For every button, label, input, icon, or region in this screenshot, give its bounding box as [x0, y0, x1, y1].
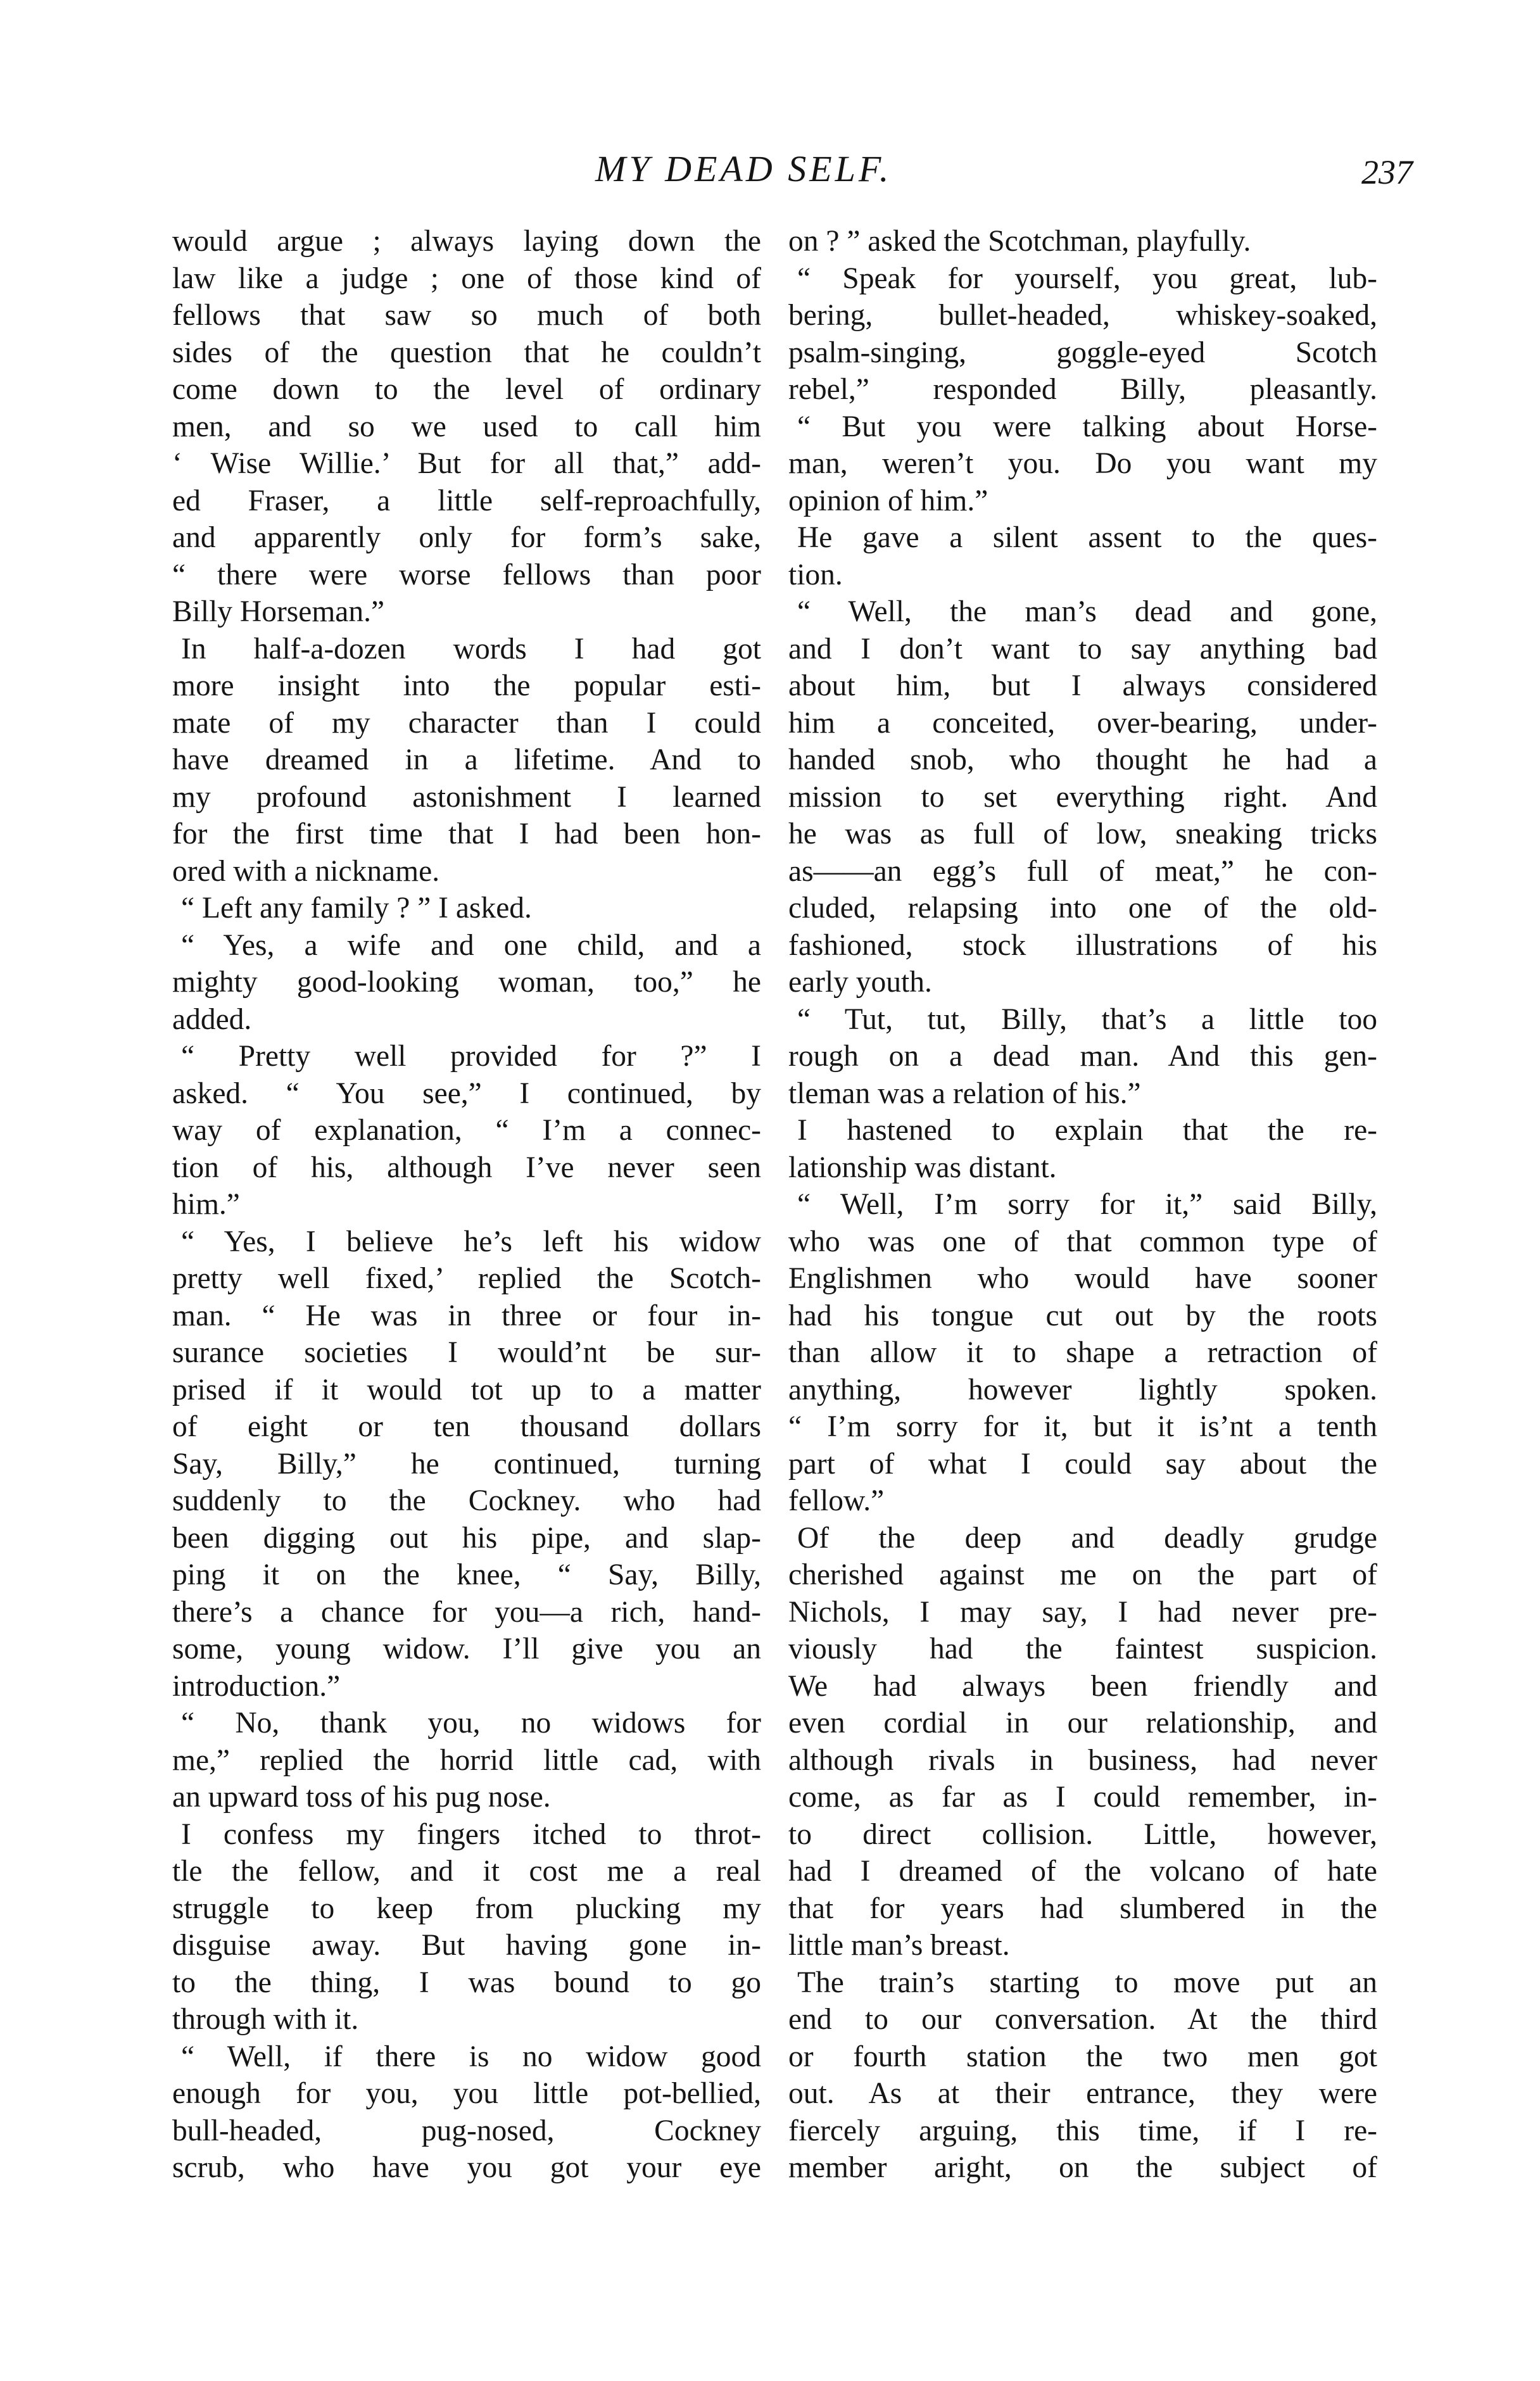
- text-line: would argue ; always laying down the: [172, 225, 761, 258]
- text-line: Of the deep and deadly grudge: [797, 1521, 1377, 1555]
- text-line: Billy Horseman.”: [172, 595, 385, 628]
- text-line: have dreamed in a lifetime. And to: [172, 743, 761, 776]
- text-line: end to our conversation. At the third: [788, 2003, 1377, 2036]
- text-line: Nichols, I may say, I had never pre-: [788, 1595, 1377, 1629]
- text-line: he was as full of low, sneaking tricks: [788, 818, 1377, 850]
- text-line: prised if it would tot up to a matter: [172, 1373, 761, 1406]
- text-line: and apparently only for form’s sake,: [172, 521, 761, 554]
- text-line: member aright, on the subject of: [788, 2151, 1377, 2184]
- text-line: him a conceited, over-bearing, under-: [788, 706, 1377, 740]
- text-line: bull-headed, pug-nosed, Cockney: [172, 2114, 761, 2147]
- text-line: “ Pretty well provided for ?” I: [181, 1040, 761, 1073]
- text-line: tion.: [788, 558, 843, 591]
- right-text-column: [788, 223, 1377, 2187]
- text-line: even cordial in our relationship, and: [788, 1707, 1377, 1740]
- text-line: viously had the faintest suspicion.: [788, 1633, 1377, 1665]
- text-line: to direct collision. Little, however,: [788, 1817, 1377, 1851]
- text-line: “ Speak for yourself, you great, lub-: [797, 262, 1377, 295]
- text-line: ed Fraser, a little self-reproachfully,: [172, 484, 761, 517]
- text-line: struggle to keep from plucking my: [172, 1892, 761, 1925]
- text-line: and I don’t want to say anything bad: [788, 632, 1377, 666]
- text-line: He gave a silent assent to the ques-: [797, 521, 1377, 554]
- text-line: more insight into the popular esti-: [172, 669, 761, 702]
- text-line: had his tongue cut out by the roots: [788, 1299, 1377, 1332]
- text-line: bering, bullet-headed, whiskey-soaked,: [788, 299, 1377, 332]
- text-line: psalm-singing, goggle-eyed Scotch: [788, 336, 1377, 369]
- text-line: had I dreamed of the volcano of hate: [788, 1855, 1377, 1888]
- text-line: sides of the question that he couldn’t: [172, 336, 761, 369]
- text-line: “ Well, the man’s dead and gone,: [797, 595, 1377, 628]
- text-line: lationship was distant.: [788, 1151, 1057, 1184]
- text-line: who was one of that common type of: [788, 1225, 1377, 1258]
- text-line: through with it.: [172, 2003, 359, 2036]
- text-line: added.: [172, 1002, 252, 1036]
- left-text-column: [172, 223, 761, 2187]
- text-line: We had always been friendly and: [788, 1669, 1377, 1703]
- text-line: fellows that saw so much of both: [172, 299, 761, 332]
- text-line: although rivals in business, had never: [788, 1743, 1377, 1777]
- text-line: introduction.”: [172, 1669, 341, 1703]
- text-line: him.”: [172, 1188, 240, 1221]
- text-line: asked. “ You see,” I continued, by: [172, 1077, 761, 1110]
- text-line: man. “ He was in three or four in-: [172, 1299, 761, 1332]
- text-line: “ there were worse fellows than poor: [172, 558, 761, 591]
- running-title: MY DEAD SELF.: [595, 148, 892, 189]
- text-line: “ Yes, a wife and one child, and a: [181, 928, 761, 962]
- text-line: part of what I could say about the: [788, 1447, 1377, 1481]
- text-line: out. As at their entrance, they were: [788, 2077, 1377, 2110]
- text-line: “ Well, I’m sorry for it,” said Billy,: [797, 1188, 1377, 1221]
- text-line: way of explanation, “ I’m a connec-: [172, 1114, 761, 1147]
- text-line: pretty well fixed,’ replied the Scotch-: [172, 1262, 761, 1295]
- text-line: fashioned, stock illustrations of his: [788, 928, 1377, 962]
- text-line: early youth.: [788, 966, 932, 999]
- text-line: opinion of him.”: [788, 484, 988, 517]
- text-line: men, and so we used to call him: [172, 410, 761, 443]
- text-line: anything, however lightly spoken.: [788, 1373, 1377, 1406]
- text-line: fellow.”: [788, 1484, 885, 1517]
- text-line: fiercely arguing, this time, if I re-: [788, 2114, 1377, 2147]
- text-line: scrub, who have you got your eye: [172, 2151, 761, 2184]
- text-line: rough on a dead man. And this gen-: [788, 1040, 1377, 1073]
- text-line: than allow it to shape a retraction of: [788, 1336, 1377, 1369]
- text-line: Englishmen who would have sooner: [788, 1262, 1377, 1295]
- text-line: tleman was a relation of his.”: [788, 1077, 1141, 1110]
- text-line: Say, Billy,” he continued, turning: [172, 1447, 761, 1481]
- text-line: “ No, thank you, no widows for: [181, 1707, 761, 1740]
- text-line: man, weren’t you. Do you want my: [788, 447, 1377, 480]
- text-line: “ Left any family ? ” I asked.: [181, 892, 532, 925]
- text-line: I hastened to explain that the re-: [797, 1114, 1377, 1147]
- text-line: on ? ” asked the Scotchman, playfully.: [788, 225, 1251, 258]
- text-line: or fourth station the two men got: [788, 2040, 1377, 2073]
- text-line: that for years had slumbered in the: [788, 1892, 1377, 1925]
- page-number: 237: [1361, 153, 1413, 191]
- text-line: tle the fellow, and it cost me a real: [172, 1855, 761, 1888]
- text-line: cherished against me on the part of: [788, 1558, 1377, 1591]
- text-line: “ Tut, tut, Billy, that’s a little too: [797, 1002, 1377, 1036]
- text-line: “ Yes, I believe he’s left his widow: [181, 1225, 761, 1258]
- text-line: law like a judge ; one of those kind of: [172, 262, 761, 295]
- text-line: come, as far as I could remember, in-: [788, 1781, 1377, 1814]
- text-line: “ But you were talking about Horse-: [797, 410, 1377, 443]
- text-line: me,” replied the horrid little cad, with: [172, 1743, 761, 1777]
- text-line: surance societies I would’nt be sur-: [172, 1336, 761, 1369]
- text-line: “ I’m sorry for it, but it is’nt a tenth: [788, 1410, 1377, 1443]
- text-line: disguise away. But having gone in-: [172, 1929, 761, 1962]
- text-line: some, young widow. I’ll give you an: [172, 1633, 761, 1665]
- text-line: enough for you, you little pot-bellied,: [172, 2077, 761, 2110]
- text-line: about him, but I always considered: [788, 669, 1377, 702]
- text-line: In half-a-dozen words I had got: [181, 632, 761, 666]
- text-line: for the first time that I had been hon-: [172, 818, 761, 850]
- text-line: handed snob, who thought he had a: [788, 743, 1377, 776]
- text-line: an upward toss of his pug nose.: [172, 1781, 551, 1814]
- text-line: ping it on the knee, “ Say, Billy,: [172, 1558, 761, 1591]
- text-line: little man’s breast.: [788, 1929, 1010, 1962]
- text-line: there’s a chance for you—a rich, hand-: [172, 1595, 761, 1629]
- text-line: been digging out his pipe, and slap-: [172, 1521, 761, 1555]
- text-line: of eight or ten thousand dollars: [172, 1410, 761, 1443]
- text-line: ored with a nickname.: [172, 854, 440, 888]
- text-line: mate of my character than I could: [172, 706, 761, 740]
- text-line: The train’s starting to move put an: [797, 1966, 1377, 1999]
- text-line: my profound astonishment I learned: [172, 780, 761, 814]
- text-line: come down to the level of ordinary: [172, 373, 761, 406]
- text-line: rebel,” responded Billy, pleasantly.: [788, 373, 1377, 406]
- text-line: cluded, relapsing into one of the old-: [788, 892, 1377, 925]
- text-line: tion of his, although I’ve never seen: [172, 1151, 761, 1184]
- text-line: “ Well, if there is no widow good: [181, 2040, 761, 2073]
- text-line: I confess my fingers itched to throt-: [181, 1817, 761, 1851]
- text-line: ‘ Wise Willie.’ But for all that,” add-: [172, 447, 761, 480]
- text-line: mission to set everything right. And: [788, 780, 1377, 814]
- text-line: mighty good-looking woman, too,” he: [172, 966, 761, 999]
- text-line: as——an egg’s full of meat,” he con-: [788, 854, 1377, 888]
- text-line: to the thing, I was bound to go: [172, 1966, 761, 1999]
- text-line: suddenly to the Cockney. who had: [172, 1484, 761, 1517]
